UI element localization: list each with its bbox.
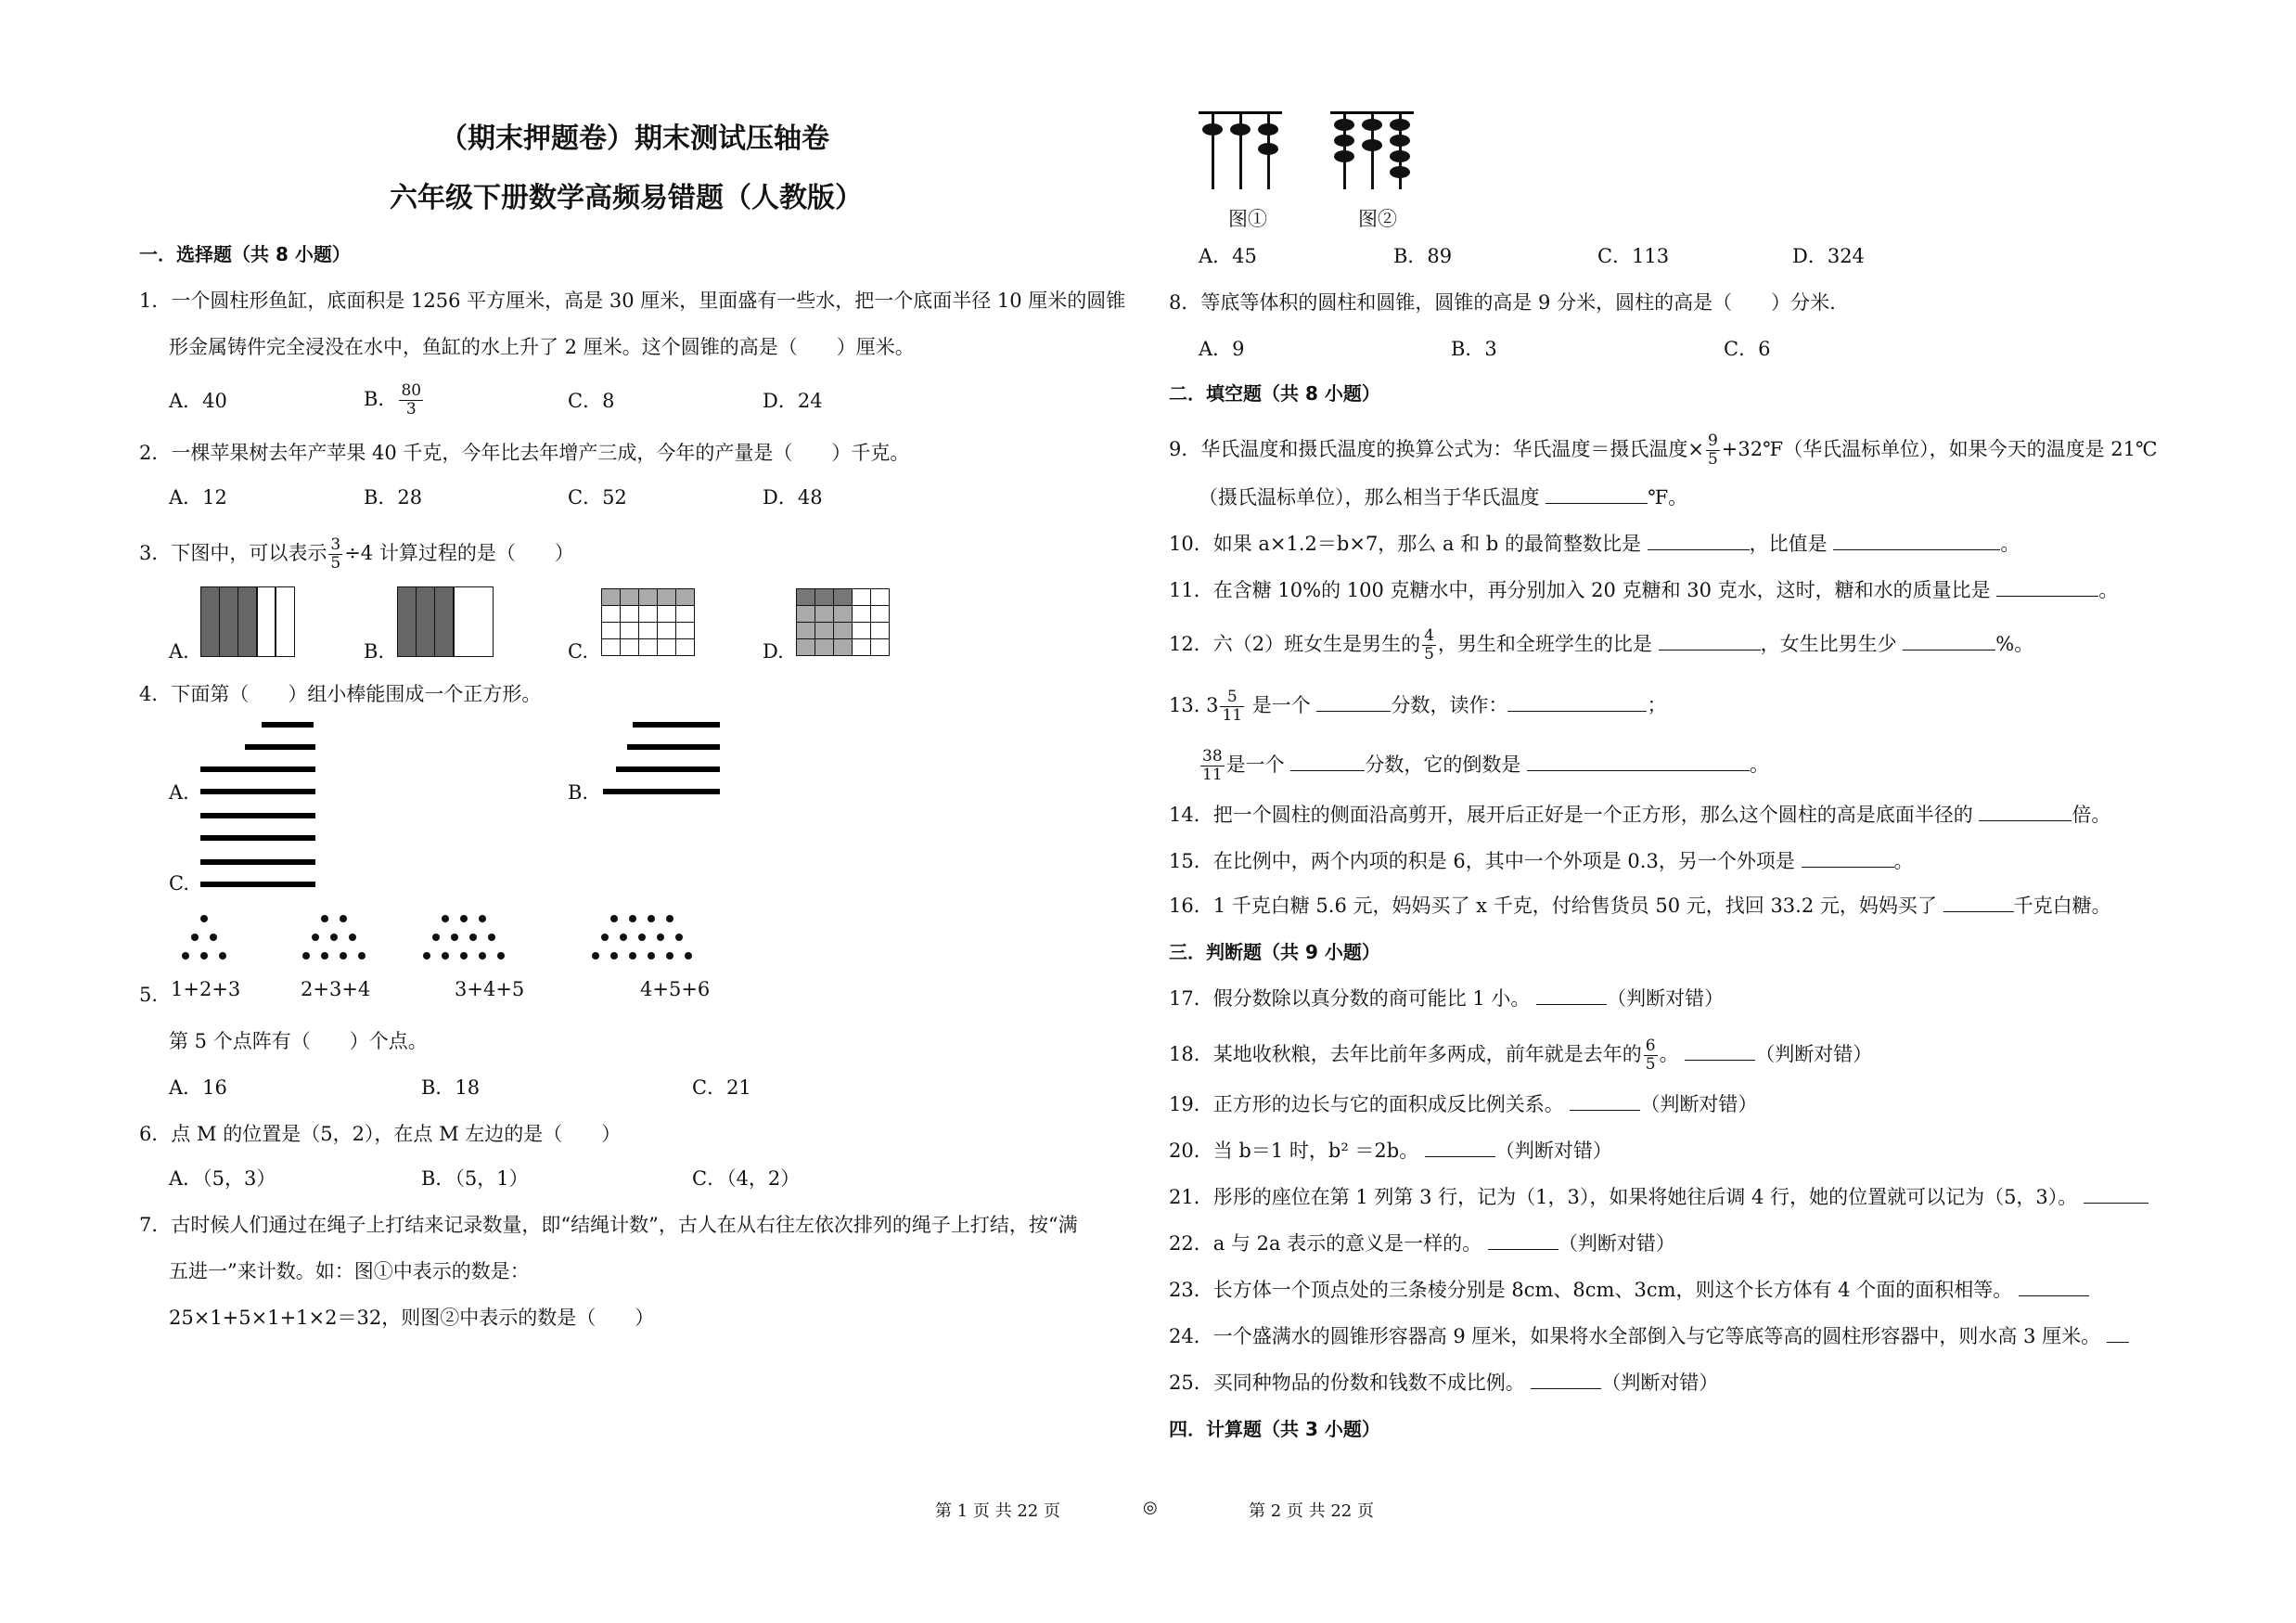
grid-cell bbox=[815, 588, 834, 606]
dot bbox=[460, 952, 468, 960]
dot bbox=[358, 952, 366, 960]
question-21: 21．彤彤的座位在第 1 列第 3 行，记为（1，3），如果将她往后调 4 行，她的位置就可以记为（5，3）。 bbox=[1169, 1184, 2148, 1210]
dot bbox=[442, 952, 449, 960]
dot bbox=[629, 952, 636, 960]
grid-cell bbox=[638, 622, 658, 639]
dot bbox=[488, 934, 495, 941]
q5-caption-2: 2+3+4 bbox=[301, 978, 371, 1000]
answer-blank[interactable] bbox=[1507, 692, 1647, 712]
dot bbox=[629, 915, 636, 922]
answer-blank[interactable] bbox=[1425, 1138, 1495, 1157]
q3-option-a: A. bbox=[169, 640, 189, 663]
question-8: 8．等底等体积的圆柱和圆锥，圆锥的高是 9 分米，圆柱的高是（ ）分米. bbox=[1169, 291, 1836, 314]
question-13-line1: 13. 3 $\frac{5}{11}$ 是一个 分数，读作： ； bbox=[1169, 688, 1667, 725]
grid-cell bbox=[833, 605, 853, 623]
grid-cell bbox=[657, 588, 676, 606]
question-14: 14．把一个圆柱的侧面沿高剪开，展开后正好是一个正方形，那么这个圆柱的高是底面半径的 倍。 bbox=[1169, 804, 2111, 826]
q1-option-d: D．24 bbox=[763, 390, 823, 412]
question-23: 23．长方体一个顶点处的三条棱分别是 8cm、8cm、3cm，则这个长方体有 4 个面的面积相等。 bbox=[1169, 1277, 2089, 1303]
dot bbox=[601, 934, 609, 941]
question-18: 18．某地收秋粮，去年比前年多两成，前年就是去年的 $\frac{6}{5}$ 。 （判断对错） bbox=[1169, 1037, 1873, 1074]
page-title: （期末押题卷）期末测试压轴卷 bbox=[440, 122, 829, 155]
q5-option-b: B．18 bbox=[421, 1076, 481, 1099]
q4-option-c: C. bbox=[169, 872, 189, 895]
grid-cell bbox=[833, 622, 853, 639]
grid-cell bbox=[852, 605, 871, 623]
question-13-line2: $\frac{38}{11}$ 是一个 分数，它的倒数是 。 bbox=[1202, 747, 1770, 784]
grid-cell bbox=[601, 638, 621, 656]
fraction: $\frac{38}{11}$ bbox=[1202, 747, 1223, 784]
dot bbox=[349, 934, 356, 941]
grid-cell bbox=[852, 638, 871, 656]
fraction: $\frac{5}{11}$ bbox=[1222, 688, 1243, 725]
section-fill-heading: 二．填空题（共 8 小题） bbox=[1169, 382, 1380, 405]
answer-blank[interactable] bbox=[1531, 1370, 1601, 1389]
fraction: $\frac{4}{5}$ bbox=[1424, 626, 1434, 663]
grid-cell bbox=[657, 622, 676, 639]
q6-option-b: B．（5，1） bbox=[421, 1167, 529, 1190]
dot bbox=[340, 952, 347, 960]
dot bbox=[312, 934, 319, 941]
fraction: $\frac{6}{5}$ bbox=[1645, 1037, 1656, 1074]
dot bbox=[200, 952, 208, 960]
q7-option-c: C．113 bbox=[1597, 245, 1670, 267]
question-24: 24．一个盛满水的圆锥形容器高 9 厘米，如果将水全部倒入与它等底等高的圆柱形容器中，则水高 3 厘米。 bbox=[1169, 1323, 2129, 1349]
dot bbox=[442, 915, 449, 922]
page-subtitle: 六年级下册数学高频易错题（人教版） bbox=[390, 182, 863, 214]
grid-cell bbox=[815, 638, 834, 656]
dot bbox=[610, 915, 618, 922]
grid-cell bbox=[620, 638, 639, 656]
grid-cell bbox=[815, 605, 834, 623]
q8-option-c: C．6 bbox=[1724, 338, 1771, 360]
question-19: 19．正方形的边长与它的面积成反比例关系。 （判断对错） bbox=[1169, 1093, 1758, 1115]
question-17: 17．假分数除以真分数的商可能比 1 小。 （判断对错） bbox=[1169, 987, 1725, 1010]
section-choice-heading: 一．选择题（共 8 小题） bbox=[139, 243, 351, 265]
dot bbox=[648, 915, 655, 922]
dot bbox=[657, 934, 664, 941]
dot bbox=[648, 952, 655, 960]
dot bbox=[302, 952, 310, 960]
answer-blank[interactable] bbox=[1903, 631, 1995, 650]
answer-blank[interactable] bbox=[1802, 848, 1894, 868]
q5-caption-4: 4+5+6 bbox=[640, 978, 711, 1000]
grid-cell bbox=[657, 638, 676, 656]
question-12: 12．六（2）班女生是男生的 $\frac{4}{5}$ ，男生和全班学生的比是 ，女生比男生少 %。 bbox=[1169, 626, 2034, 663]
answer-blank[interactable] bbox=[1527, 752, 1750, 771]
grid-cell bbox=[638, 588, 658, 606]
dot bbox=[210, 934, 217, 941]
q7-option-d: D．324 bbox=[1792, 245, 1865, 267]
dot bbox=[592, 952, 599, 960]
question-9-line1: 9．华氏温度和摄氏温度的换算公式为：华氏温度＝摄氏温度× $\frac{9}{5}$ +32℉（华氏温标单位），如果今天的温度是 21℃ bbox=[1169, 432, 2158, 469]
grid-cell bbox=[852, 588, 871, 606]
q5-option-c: C．21 bbox=[692, 1076, 751, 1099]
dot bbox=[182, 952, 189, 960]
question-22: 22．a 与 2a 表示的意义是一样的。 （判断对错） bbox=[1169, 1232, 1675, 1255]
grid-cell bbox=[638, 605, 658, 623]
question-15: 15．在比例中，两个内项的积是 6，其中一个外项是 0.3，另一个外项是 。 bbox=[1169, 850, 1914, 872]
answer-blank[interactable] bbox=[1659, 631, 1761, 650]
answer-blank[interactable] bbox=[1290, 752, 1365, 771]
q4-option-b: B. bbox=[568, 781, 589, 804]
dot bbox=[340, 915, 347, 922]
grid-cell bbox=[815, 622, 834, 639]
dot bbox=[675, 934, 683, 941]
answer-blank[interactable] bbox=[1536, 985, 1607, 1005]
answer-blank[interactable] bbox=[2107, 1323, 2129, 1343]
question-20: 20．当 b＝1 时，b² ＝2b。 （判断对错） bbox=[1169, 1140, 1612, 1162]
answer-blank[interactable] bbox=[1648, 531, 1750, 550]
grid-cell bbox=[620, 588, 639, 606]
q2-option-b: B．28 bbox=[364, 486, 423, 509]
figure-1-label: 图① bbox=[1228, 208, 1267, 230]
grid-cell bbox=[833, 588, 853, 606]
grid-cell bbox=[638, 638, 658, 656]
question-3: 3．下图中，可以表示 $\frac{3}{5}$ ÷4 计算过程的是（ ） bbox=[139, 535, 574, 573]
question-11: 11．在含糖 10%的 100 克糖水中，再分别加入 20 克糖和 30 克水，这时，糖和水的质量比是 。 bbox=[1169, 579, 2119, 601]
q1-option-a: A．40 bbox=[169, 390, 227, 412]
q6-option-a: A．（5，3） bbox=[169, 1167, 276, 1190]
grid-cell bbox=[675, 605, 695, 623]
grid-cell bbox=[870, 588, 890, 606]
dot bbox=[479, 952, 486, 960]
question-10: 10．如果 a×1.2＝b×7，那么 a 和 b 的最简整数比是 ，比值是 。 bbox=[1169, 533, 2020, 555]
dot bbox=[469, 934, 477, 941]
dot bbox=[460, 915, 468, 922]
dot bbox=[219, 952, 226, 960]
answer-blank[interactable] bbox=[1546, 484, 1648, 504]
dot bbox=[321, 952, 328, 960]
dot bbox=[330, 934, 338, 941]
dot bbox=[666, 952, 673, 960]
grid-cell bbox=[870, 605, 890, 623]
answer-blank[interactable] bbox=[2019, 1277, 2089, 1296]
grid-cell bbox=[796, 588, 815, 606]
q8-option-b: B．3 bbox=[1451, 338, 1497, 360]
dot bbox=[191, 934, 199, 941]
q3-option-d: D. bbox=[763, 640, 784, 663]
grid-cell bbox=[675, 638, 695, 656]
question-25: 25．买同种物品的份数和钱数不成比例。 （判断对错） bbox=[1169, 1372, 1719, 1394]
question-9-line2: （摄氏温标单位），那么相当于华氏温度 ℉。 bbox=[1199, 486, 1688, 509]
q6-option-c: C．（4，2） bbox=[692, 1167, 801, 1190]
grid-cell bbox=[675, 622, 695, 639]
grid-cell bbox=[870, 622, 890, 639]
question-1-line2: 形金属铸件完全浸没在水中，鱼缸的水上升了 2 厘米。这个圆锥的高是（ ）厘米。 bbox=[169, 336, 915, 358]
figure-2-label: 图② bbox=[1358, 208, 1397, 230]
answer-blank[interactable] bbox=[1570, 1091, 1640, 1111]
question-2: 2．一棵苹果树去年产苹果 40 千克，今年比去年增产三成，今年的产量是（ ）千克。 bbox=[139, 442, 910, 464]
question-4: 4．下面第（ ）组小棒能围成一个正方形。 bbox=[139, 683, 542, 705]
answer-blank[interactable] bbox=[1979, 802, 2072, 821]
fraction: $\frac{3}{5}$ bbox=[330, 535, 341, 573]
answer-blank[interactable] bbox=[1996, 577, 2098, 597]
question-7-line2: 五进一”来计数。如：图①中表示的数是： bbox=[169, 1260, 530, 1282]
center-mark: ◎ bbox=[1143, 1498, 1158, 1517]
section-calc-heading: 四．计算题（共 3 小题） bbox=[1169, 1418, 1380, 1440]
answer-blank[interactable] bbox=[1943, 893, 2014, 912]
dot bbox=[321, 915, 328, 922]
dot bbox=[200, 915, 208, 922]
fraction: $\frac{80}{3}$ bbox=[401, 381, 422, 419]
dot bbox=[479, 915, 486, 922]
dot bbox=[432, 934, 440, 941]
question-1-line1: 1．一个圆柱形鱼缸，底面积是 1256 平方厘米，高是 30 厘米，里面盛有一些水，把一个底面半径 10 厘米的圆锥 bbox=[139, 290, 1126, 312]
dot bbox=[423, 952, 430, 960]
answer-blank[interactable] bbox=[2084, 1184, 2148, 1204]
dot bbox=[620, 934, 627, 941]
answer-blank[interactable] bbox=[1316, 692, 1391, 712]
question-6: 6．点 M 的位置是（5，2），在点 M 左边的是（ ） bbox=[139, 1123, 622, 1145]
dot bbox=[610, 952, 618, 960]
dot bbox=[685, 952, 692, 960]
q4-option-a: A. bbox=[169, 781, 189, 804]
grid-cell bbox=[620, 622, 639, 639]
page-2-footer: 第 2 页 共 22 页 bbox=[1249, 1501, 1374, 1521]
answer-blank[interactable] bbox=[1833, 531, 2000, 550]
question-7-line1: 7．古时候人们通过在绳子上打结来记录数量，即“结绳计数”，古人在从右往左依次排列的绳子上打结，按“满 bbox=[139, 1214, 1078, 1236]
q8-option-a: A．9 bbox=[1199, 338, 1245, 360]
dot bbox=[666, 915, 673, 922]
dot bbox=[497, 952, 505, 960]
q2-option-d: D．48 bbox=[763, 486, 823, 509]
q2-option-a: A．12 bbox=[169, 486, 227, 509]
grid-cell bbox=[601, 588, 621, 606]
q5-caption-3: 3+4+5 bbox=[455, 978, 525, 1000]
grid-cell bbox=[675, 588, 695, 606]
grid-cell bbox=[870, 638, 890, 656]
grid-cell bbox=[796, 622, 815, 639]
section-judge-heading: 三．判断题（共 9 小题） bbox=[1169, 941, 1380, 963]
q3-option-b: B. bbox=[364, 640, 385, 663]
q5-caption-1: 1+2+3 bbox=[171, 978, 241, 1000]
grid-cell bbox=[601, 622, 621, 639]
grid-cell bbox=[833, 638, 853, 656]
answer-blank[interactable] bbox=[1488, 1230, 1558, 1250]
grid-cell bbox=[657, 605, 676, 623]
question-7-line3: 25×1+5×1+1×2＝32，则图②中表示的数是（ ） bbox=[169, 1307, 655, 1329]
dot bbox=[451, 934, 458, 941]
grid-cell bbox=[852, 622, 871, 639]
page-1-footer: 第 1 页 共 22 页 bbox=[935, 1501, 1060, 1521]
answer-blank[interactable] bbox=[1685, 1041, 1755, 1061]
grid-cell bbox=[601, 605, 621, 623]
grid-cell bbox=[796, 638, 815, 656]
q5-option-a: A．16 bbox=[169, 1076, 227, 1099]
dot bbox=[638, 934, 646, 941]
question-16: 16．1 千克白糖 5.6 元，妈妈买了 x 千克，付给售货员 50 元，找回 33.2 元，妈妈买了 千克白糖。 bbox=[1169, 895, 2111, 917]
question-5-number: 5. bbox=[139, 984, 159, 1006]
grid-cell bbox=[620, 605, 639, 623]
q7-option-b: B．89 bbox=[1393, 245, 1453, 267]
question-5: 第 5 个点阵有（ ）个点。 bbox=[169, 1030, 428, 1052]
q2-option-c: C．52 bbox=[568, 486, 627, 509]
q7-option-a: A．45 bbox=[1199, 245, 1257, 267]
grid-cell bbox=[796, 605, 815, 623]
q3-option-c: C. bbox=[568, 640, 588, 663]
q1-option-c: C．8 bbox=[568, 390, 615, 412]
fraction: $\frac{9}{5}$ bbox=[1707, 432, 1718, 469]
q1-option-b: B． $\frac{80}{3}$ bbox=[364, 381, 422, 419]
